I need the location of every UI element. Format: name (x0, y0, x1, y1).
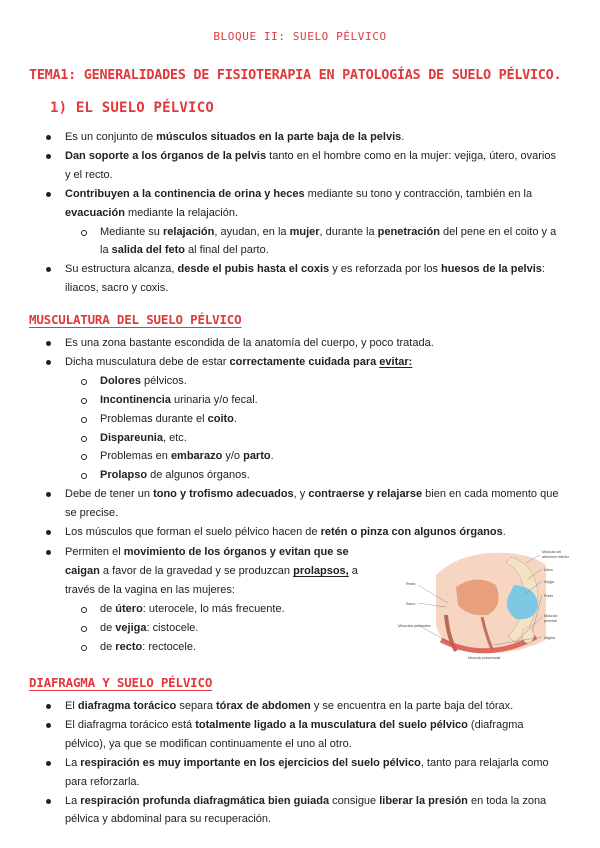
list-item: Problemas en embarazo y/o parto. (0, 447, 600, 466)
list-item: Dicha musculatura debe de estar correctamente cuidada para evitar: (0, 353, 600, 372)
figure-label: Sacro (406, 602, 416, 606)
figure-label: Vejiga (544, 580, 554, 584)
list-item: La respiración es muy importante en los ejercicios del suelo pélvico, tanto para relajarla como para reforzarla. (0, 754, 600, 792)
list-item: Mediante su relajación, ayudan, en la mujer, durante la penetración del pene en el coito y a la salida del feto al final del parto. (0, 223, 600, 261)
list-item: El diafragma torácico está totalmente ligado a la musculatura del suelo pélvico (diafragma pélvico), ya que se modifican continuamente el uno al otro. (0, 716, 600, 754)
list-item: Es un conjunto de músculos situados en la parte baja de la pelvis. (0, 128, 600, 147)
list-item: Incontinencia urinaria y/o fecal. (0, 391, 600, 410)
figure-label: Músculo puborrectal (468, 656, 501, 660)
list-item: de recto: rectocele. (0, 638, 600, 657)
figure-label: abdomen inferior (542, 555, 569, 559)
list-item: de vejiga: cistocele. (0, 619, 600, 638)
topic-title: TEMA1: GENERALIDADES DE FISIOTERAPIA EN PATOLOGÍAS DE SUELO PÉLVICO. (29, 67, 562, 83)
figure-label: Pubis (544, 594, 553, 598)
list-item: Dispareunia, etc. (0, 429, 600, 448)
section-title-musculatura: MUSCULATURA DEL SUELO PÉLVICO (29, 312, 242, 327)
figure-label: Músculo del (542, 550, 562, 554)
list-item: El diafragma torácico separa tórax de abdomen y se encuentra en la parte baja del tórax. (0, 697, 600, 716)
figure-label: Vagina (544, 636, 555, 640)
list-item: Debe de tener un tono y trofismo adecuados, y contraerse y relajarse bien en cada momento que se precise. (0, 485, 600, 523)
list-item: Prolapso de algunos órganos. (0, 466, 600, 485)
section-title-diafragma: DIAFRAGMA Y SUELO PÉLVICO (29, 675, 213, 690)
list-item: Contribuyen a la continencia de orina y heces mediante su tono y contracción, también en la evacuación mediante la relajación. (0, 185, 600, 223)
list-item: Dolores pélvicos. (0, 372, 600, 391)
figure-label: Músculos perineales (398, 624, 431, 628)
list-item: de útero: uterocele, lo más frecuente. (0, 600, 600, 619)
list-item: Permiten el movimiento de los órganos y evitan que se caigan a favor de la gravedad y se produzcan prolapsos, a través de la vagina en las mujeres: (0, 543, 600, 600)
figure-label: perineal (544, 619, 557, 623)
figure-label: Músculo (544, 614, 558, 618)
figure-label: Útero (544, 568, 553, 572)
pelvic-anatomy-figure (396, 545, 576, 663)
pubis-bone-shape (522, 627, 534, 643)
section-title-suelo-pelvico: 1) EL SUELO PÉLVICO (50, 100, 214, 116)
list-item: Dan soporte a los órganos de la pelvis tanto en el hombre como en la mujer: vejiga, útero, ovarios y el recto. (0, 147, 600, 185)
list-item: Es una zona bastante escondida de la anatomía del cuerpo, y poco tratada. (0, 334, 600, 353)
section1-list (0, 128, 600, 298)
list-item: Su estructura alcanza, desde el pubis hasta el coxis y es reforzada por los huesos de la pelvis: iliacos, sacro y coxis. (0, 260, 600, 298)
block-header: BLOQUE II: SUELO PÉLVICO (213, 30, 387, 43)
list-item: La respiración profunda diafragmática bien guiada consigue liberar la presión en toda la zona pélvica y abdominal para su recuperación. (0, 792, 600, 830)
list-item: Problemas durante el coito. (0, 410, 600, 429)
list-item: Los músculos que forman el suelo pélvico hacen de retén o pinza con algunos órganos. (0, 523, 600, 542)
section3-list (0, 697, 600, 829)
figure-label: Recto (406, 582, 416, 586)
section2-list (0, 334, 600, 542)
